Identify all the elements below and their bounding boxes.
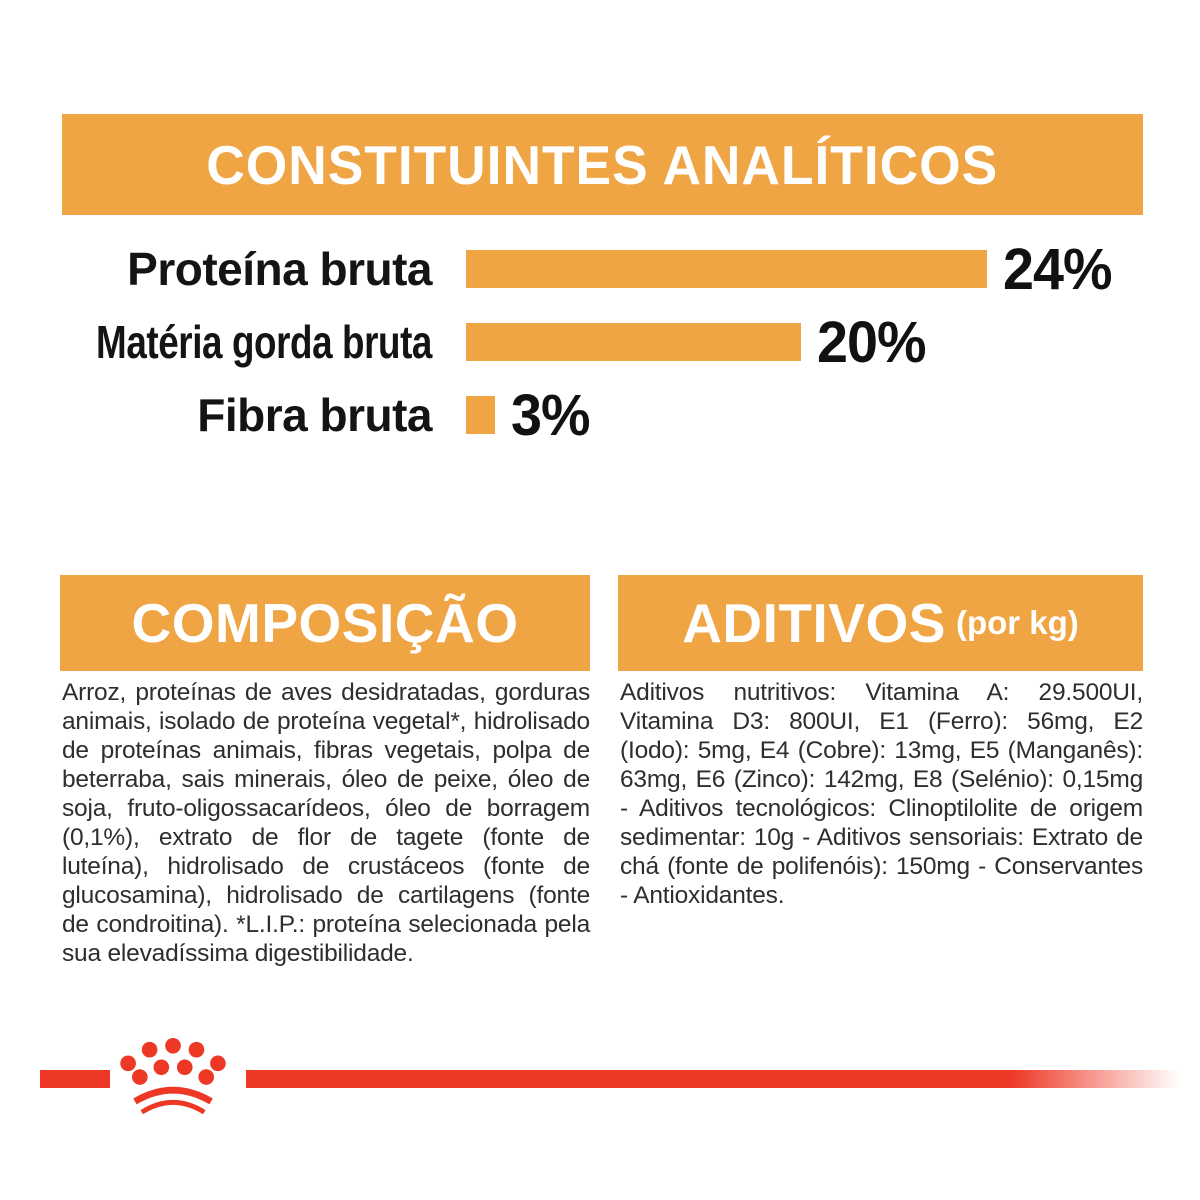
royal-canin-crown-icon [113,1037,235,1119]
additives-body: Aditivos nutritivos: Vitamina A: 29.500UI, Vitamina D3: 800UI, E1 (Ferro): 56mg, E2 (Iodo): 5mg, E4 (Cobre): 13mg, E5 (Manganês): 63mg, E6 (Zinco): 142mg, E8 (Selénio): 0,15mg - Aditivos tecnológicos: Clinoptilolite de origem sedimentar: 10g - Aditivos sensoriais: Extrato de chá (fonte de polifenóis): 150mg - Conservantes - Antioxidantes. [620,679,1143,909]
chart-bar-crude-fibre [466,396,495,434]
analytical-constituents-chart [0,236,1200,465]
additives-title: ADITIVOS [682,592,946,654]
chart-label-crude-fat: Matéria gorda bruta [96,316,432,368]
brand-line-left-segment [40,1070,110,1088]
chart-value-crude-protein: 24% [1003,236,1112,302]
analytical-constituents-banner [62,114,1143,215]
composition-body: Arroz, proteínas de aves desidratadas, gorduras animais, isolado de proteína vegetal*, hidrolisado de proteínas animais, fibras vegetais, polpa de beterraba, sais minerais, óleo de peixe, óleo de soja, fruto-oligossacarídeos, óleo de borragem (0,1%), extrato de flor de tagete (fonte de luteína), hidrolisado de crustáceos (fonte de glucosamina), hidrolisado de cartilagens (fonte de condroitina). *L.I.P.: proteína selecionada pela sua elevadíssima digestibilidade. [62,679,590,967]
chart-row-crude-protein [0,236,1200,302]
chart-row-crude-fibre [0,382,1200,448]
chart-value-crude-fibre: 3% [511,382,590,448]
composition-title: COMPOSIÇÃO [131,592,519,654]
chart-row-crude-fat [0,309,1200,375]
additives-title-suffix: (por kg) [955,604,1079,641]
chart-label-crude-fibre: Fibra bruta [197,389,432,441]
additives-banner [618,575,1143,671]
composition-banner [60,575,590,671]
chart-bar-crude-protein [466,250,987,288]
brand-line-right-segment [246,1070,1180,1088]
chart-label-crude-protein: Proteína bruta [127,243,432,295]
chart-value-crude-fat: 20% [817,309,926,375]
analytical-constituents-title: CONSTITUINTES ANALÍTICOS [206,133,999,196]
chart-bar-crude-fat [466,323,801,361]
